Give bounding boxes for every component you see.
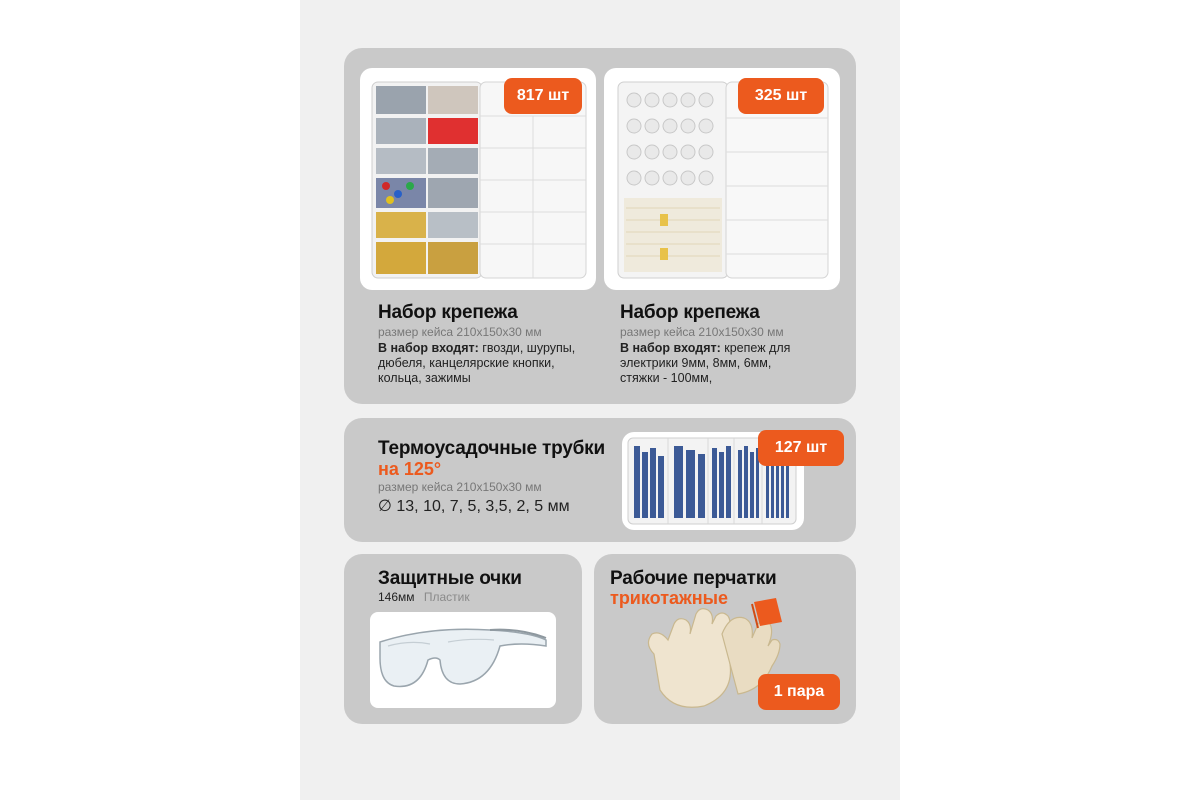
kit2-contents-label: В набор входят:: [620, 341, 721, 355]
glasses-material: Пластик: [423, 590, 470, 604]
tubes-temperature: на 125°: [378, 459, 442, 479]
heat-shrink-card: [344, 418, 856, 542]
gloves-count-badge: 1 пара: [758, 674, 840, 710]
safety-glasses-card: [344, 554, 582, 724]
kit2-contents-text: крепеж для электрики 9мм, 8мм, 6мм, стяжки - 100мм,: [620, 341, 791, 385]
kit2-title: Набор крепежа: [620, 302, 760, 323]
kit1-title: Набор крепежа: [378, 302, 518, 323]
tubes-count-badge: 127 шт: [758, 430, 844, 466]
glasses-specs: [378, 590, 470, 604]
work-gloves-card: [594, 554, 856, 724]
kit1-contents-label: В набор входят:: [378, 341, 479, 355]
kit2-contents: [620, 341, 810, 386]
glasses-title: Защитные очки: [378, 568, 522, 589]
kit2-count-badge: 325 шт: [738, 78, 824, 114]
kit1-count-badge: 817 шт: [504, 78, 582, 114]
kit1-case-size: размер кейса 210х150х30 мм: [378, 325, 542, 339]
tubes-title: Термоусадочные трубки: [378, 438, 605, 459]
glasses-size: 146мм: [378, 590, 415, 604]
tubes-diameters: ∅ 13, 10, 7, 5, 3,5, 2, 5 мм: [378, 498, 570, 515]
tubes-case-size: размер кейса 210х150х30 мм: [378, 480, 542, 494]
kit1-contents-text: гвозди, шурупы, дюбеля, канцелярские кнопки, кольца, зажимы: [378, 341, 576, 385]
glasses-image: [370, 612, 556, 708]
kit2-case-size: размер кейса 210х150х30 мм: [620, 325, 784, 339]
kit1-contents: [378, 341, 588, 386]
fastener-kits-card: [344, 48, 856, 404]
gloves-title: Рабочие перчатки: [610, 568, 777, 589]
gloves-type: трикотажные: [610, 588, 729, 608]
product-infographic: [300, 0, 900, 800]
